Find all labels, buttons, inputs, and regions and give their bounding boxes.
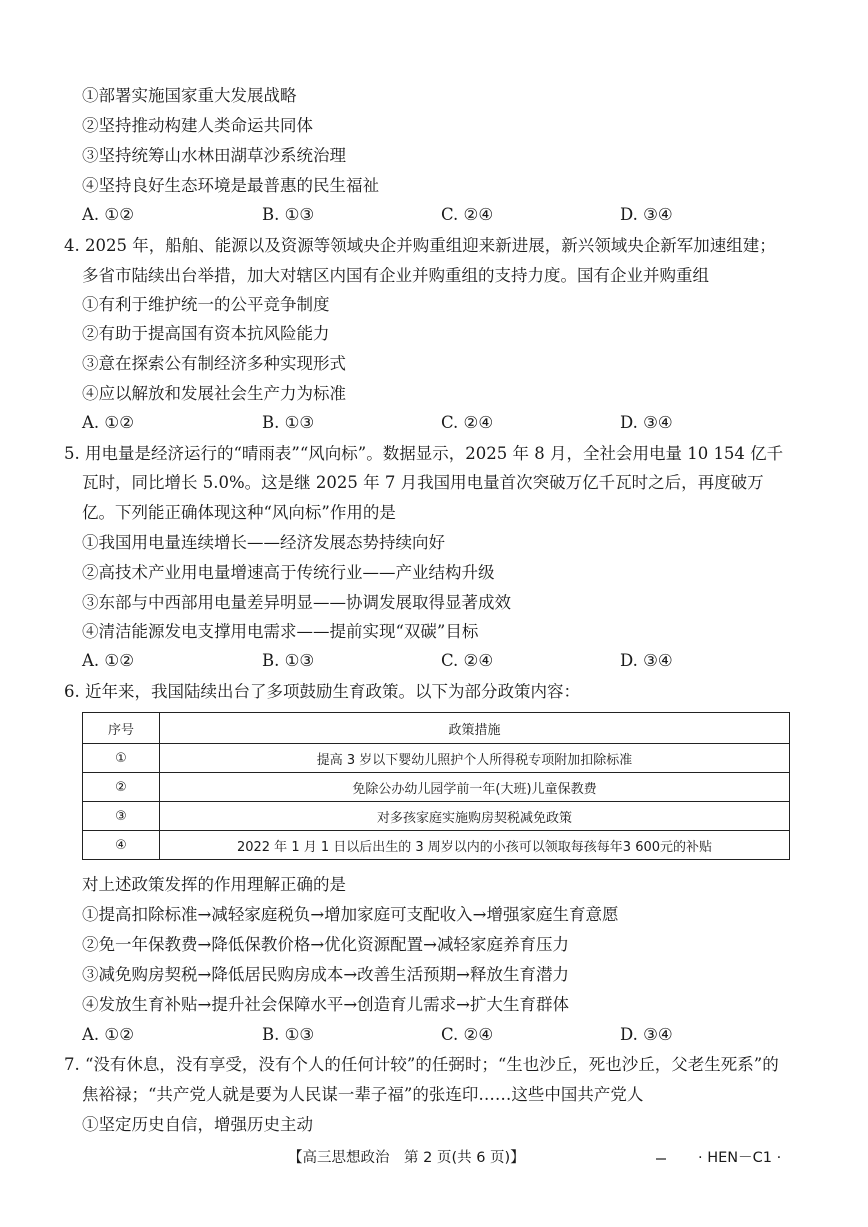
q4-option-1: ①有利于维护统一的公平竞争制度: [82, 295, 330, 314]
q5-option-3: ③东部与中西部用电量差异明显——协调发展取得显著成效: [82, 593, 511, 612]
q5-stem-line-3: 亿。下列能正确体现这种“风向标”作用的是: [82, 503, 396, 522]
q5-choices: [82, 650, 682, 672]
choice-b: B. ①③: [262, 413, 315, 432]
table-header-number: 序号: [83, 713, 160, 744]
q5-option-2: ②高技术产业用电量增速高于传统行业——产业结构升级: [82, 563, 495, 582]
q3-option-1: ①部署实施国家重大发展战略: [82, 86, 297, 105]
choice-c: C. ②④: [441, 413, 494, 432]
table-cell-number: ①: [83, 744, 160, 773]
choice-c: C. ②④: [441, 205, 494, 224]
q3-option-2: ②坚持推动构建人类命运共同体: [82, 116, 313, 135]
q3-option-3: ③坚持统筹山水林田湖草沙系统治理: [82, 146, 346, 165]
q7-option-1: ①坚定历史自信，增强历史主动: [82, 1115, 313, 1134]
q4-option-4: ④应以解放和发展社会生产力为标准: [82, 384, 346, 403]
table-cell-policy: 2022 年 1 月 1 日以后出生的 3 周岁以内的小孩可以领取每孩每年3 600元的补贴: [160, 831, 790, 860]
q5-stem-line-2: 瓦时，同比增长 5.0%。这是继 2025 年 7 月我国用电量首次突破万亿千瓦时之后，再度破万: [82, 473, 764, 492]
q7-stem-line-2: 焦裕禄；“共产党人就是要为人民谋一辈子福”的张连印……这些中国共产党人: [82, 1085, 644, 1104]
table-cell-policy: 对多孩家庭实施购房契税减免政策: [160, 802, 790, 831]
table-header-row: [83, 713, 790, 744]
table-row: [83, 773, 790, 802]
q4-choices: [82, 412, 682, 434]
footer-code: · HEN－C1 ·: [698, 1150, 782, 1166]
choice-a: A. ①②: [82, 1025, 134, 1044]
q6-stem: 6. 近年来，我国陆续出台了多项鼓励生育政策。以下为部分政策内容：: [64, 682, 580, 701]
choice-a: A. ①②: [82, 413, 134, 432]
q6-choices: [82, 1024, 682, 1046]
table-cell-number: ③: [83, 802, 160, 831]
choice-a: A. ①②: [82, 205, 134, 224]
table-row: [83, 802, 790, 831]
policy-table: [82, 712, 790, 860]
q6-option-3: ③减免购房契税→降低居民购房成本→改善生活预期→释放生育潜力: [82, 965, 569, 984]
choice-d: D. ③④: [620, 1025, 673, 1044]
choice-d: D. ③④: [620, 205, 673, 224]
footer-page-info: 【高三思想政治 第 2 页(共 6 页)】: [288, 1150, 525, 1166]
choice-c: C. ②④: [441, 1025, 494, 1044]
table-header-policy: 政策措施: [160, 713, 790, 744]
footer-mark: [656, 1158, 666, 1160]
q5-option-1: ①我国用电量连续增长——经济发展态势持续向好: [82, 533, 445, 552]
q4-option-3: ③意在探索公有制经济多种实现形式: [82, 354, 346, 373]
q6-question: 对上述政策发挥的作用理解正确的是: [82, 875, 346, 894]
choice-a: A. ①②: [82, 651, 134, 670]
choice-b: B. ①③: [262, 205, 315, 224]
q6-option-1: ①提高扣除标准→减轻家庭税负→增加家庭可支配收入→增强家庭生育意愿: [82, 905, 619, 924]
choice-b: B. ①③: [262, 1025, 315, 1044]
table-cell-number: ④: [83, 831, 160, 860]
choice-d: D. ③④: [620, 413, 673, 432]
q4-option-2: ②有助于提高国有资本抗风险能力: [82, 324, 330, 343]
table-cell-number: ②: [83, 773, 160, 802]
choice-d: D. ③④: [620, 651, 673, 670]
q5-stem-line-1: 5. 用电量是经济运行的“晴雨表”“风向标”。数据显示，2025 年 8 月，全社会用电量 10 154 亿千: [64, 444, 784, 463]
q4-stem-line-1: 4. 2025 年，船舶、能源以及资源等领域央企并购重组迎来新进展，新兴领域央企新军加速组建；: [64, 236, 776, 255]
q7-stem-line-1: 7. “没有休息，没有享受，没有个人的任何计较”的任弼时；“生也沙丘，死也沙丘，父老生死系”的: [64, 1055, 779, 1074]
table-cell-policy: 免除公办幼儿园学前一年(大班)儿童保教费: [160, 773, 790, 802]
q4-stem-line-2: 多省市陆续出台举措，加大对辖区内国有企业并购重组的支持力度。国有企业并购重组: [82, 266, 709, 285]
q3-option-4: ④坚持良好生态环境是最普惠的民生福祉: [82, 176, 379, 195]
q6-option-4: ④发放生育补贴→提升社会保障水平→创造育儿需求→扩大生育群体: [82, 995, 569, 1014]
q6-option-2: ②免一年保教费→降低保教价格→优化资源配置→减轻家庭养育压力: [82, 935, 569, 954]
q3-choices: [82, 204, 682, 226]
choice-b: B. ①③: [262, 651, 315, 670]
choice-c: C. ②④: [441, 651, 494, 670]
table-cell-policy: 提高 3 岁以下婴幼儿照护个人所得税专项附加扣除标准: [160, 744, 790, 773]
page-footer: [0, 1146, 868, 1168]
table-row: [83, 744, 790, 773]
table-row: [83, 831, 790, 860]
q5-option-4: ④清洁能源发电支撑用电需求——提前实现“双碳”目标: [82, 622, 479, 641]
